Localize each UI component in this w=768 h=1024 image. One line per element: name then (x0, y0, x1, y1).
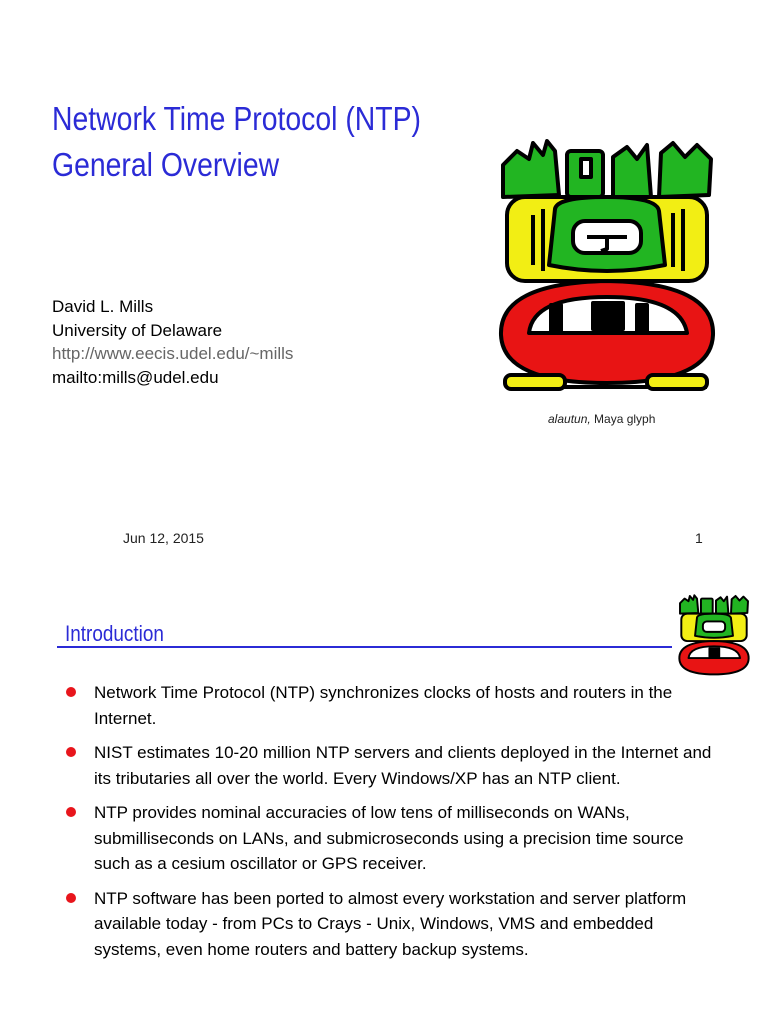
author-affiliation: University of Delaware (52, 320, 223, 340)
bullet-icon (66, 807, 76, 817)
author-name: David L. Mills (52, 297, 154, 316)
glyph-caption-text: Maya glyph (590, 412, 656, 426)
title-line-1: Network Time Protocol (NTP) (52, 100, 422, 137)
bullet-list (66, 680, 716, 971)
list-item (66, 800, 716, 877)
bullet-text: NTP software has been ported to almost every workstation and server platform available today - from PCs to Crays - Unix, Windows, VMS and embedded systems, even home routers and battery backup systems. (94, 888, 687, 959)
glyph-caption-italic: alautun, (548, 412, 591, 426)
bullet-icon (66, 747, 76, 757)
title-line-2: General Overview (52, 146, 280, 183)
author-block (52, 295, 293, 389)
list-item (66, 740, 716, 791)
slide-heading: Introduction (65, 621, 164, 646)
bullet-icon (66, 687, 76, 697)
bullet-text: Network Time Protocol (NTP) synchronizes clocks of hosts and routers in the Internet. (94, 683, 673, 728)
list-item (66, 886, 716, 963)
author-email-link[interactable]: mailto:mills@udel.edu (52, 367, 219, 387)
slide-page-number: 1 (695, 530, 703, 546)
author-url-link[interactable]: http://www.eecis.udel.edu/~mills (52, 344, 294, 363)
bullet-text: NIST estimates 10-20 million NTP servers and clients deployed in the Internet and its tributaries all over the world. Every Windows/XP has an NTP client. (94, 743, 712, 788)
maya-glyph-image (497, 137, 717, 394)
glyph-caption (548, 412, 655, 426)
bullet-icon (66, 893, 76, 903)
list-item (66, 680, 716, 731)
heading-underline (57, 646, 672, 648)
slide-title (52, 96, 421, 188)
slide-date: Jun 12, 2015 (123, 530, 204, 546)
bullet-text: NTP provides nominal accuracies of low tens of milliseconds on WANs, submilliseconds on LANs, and submicroseconds using a precision time source such as a cesium oscillator or GPS receiver. (94, 803, 684, 873)
maya-glyph-thumbnail (678, 594, 750, 678)
